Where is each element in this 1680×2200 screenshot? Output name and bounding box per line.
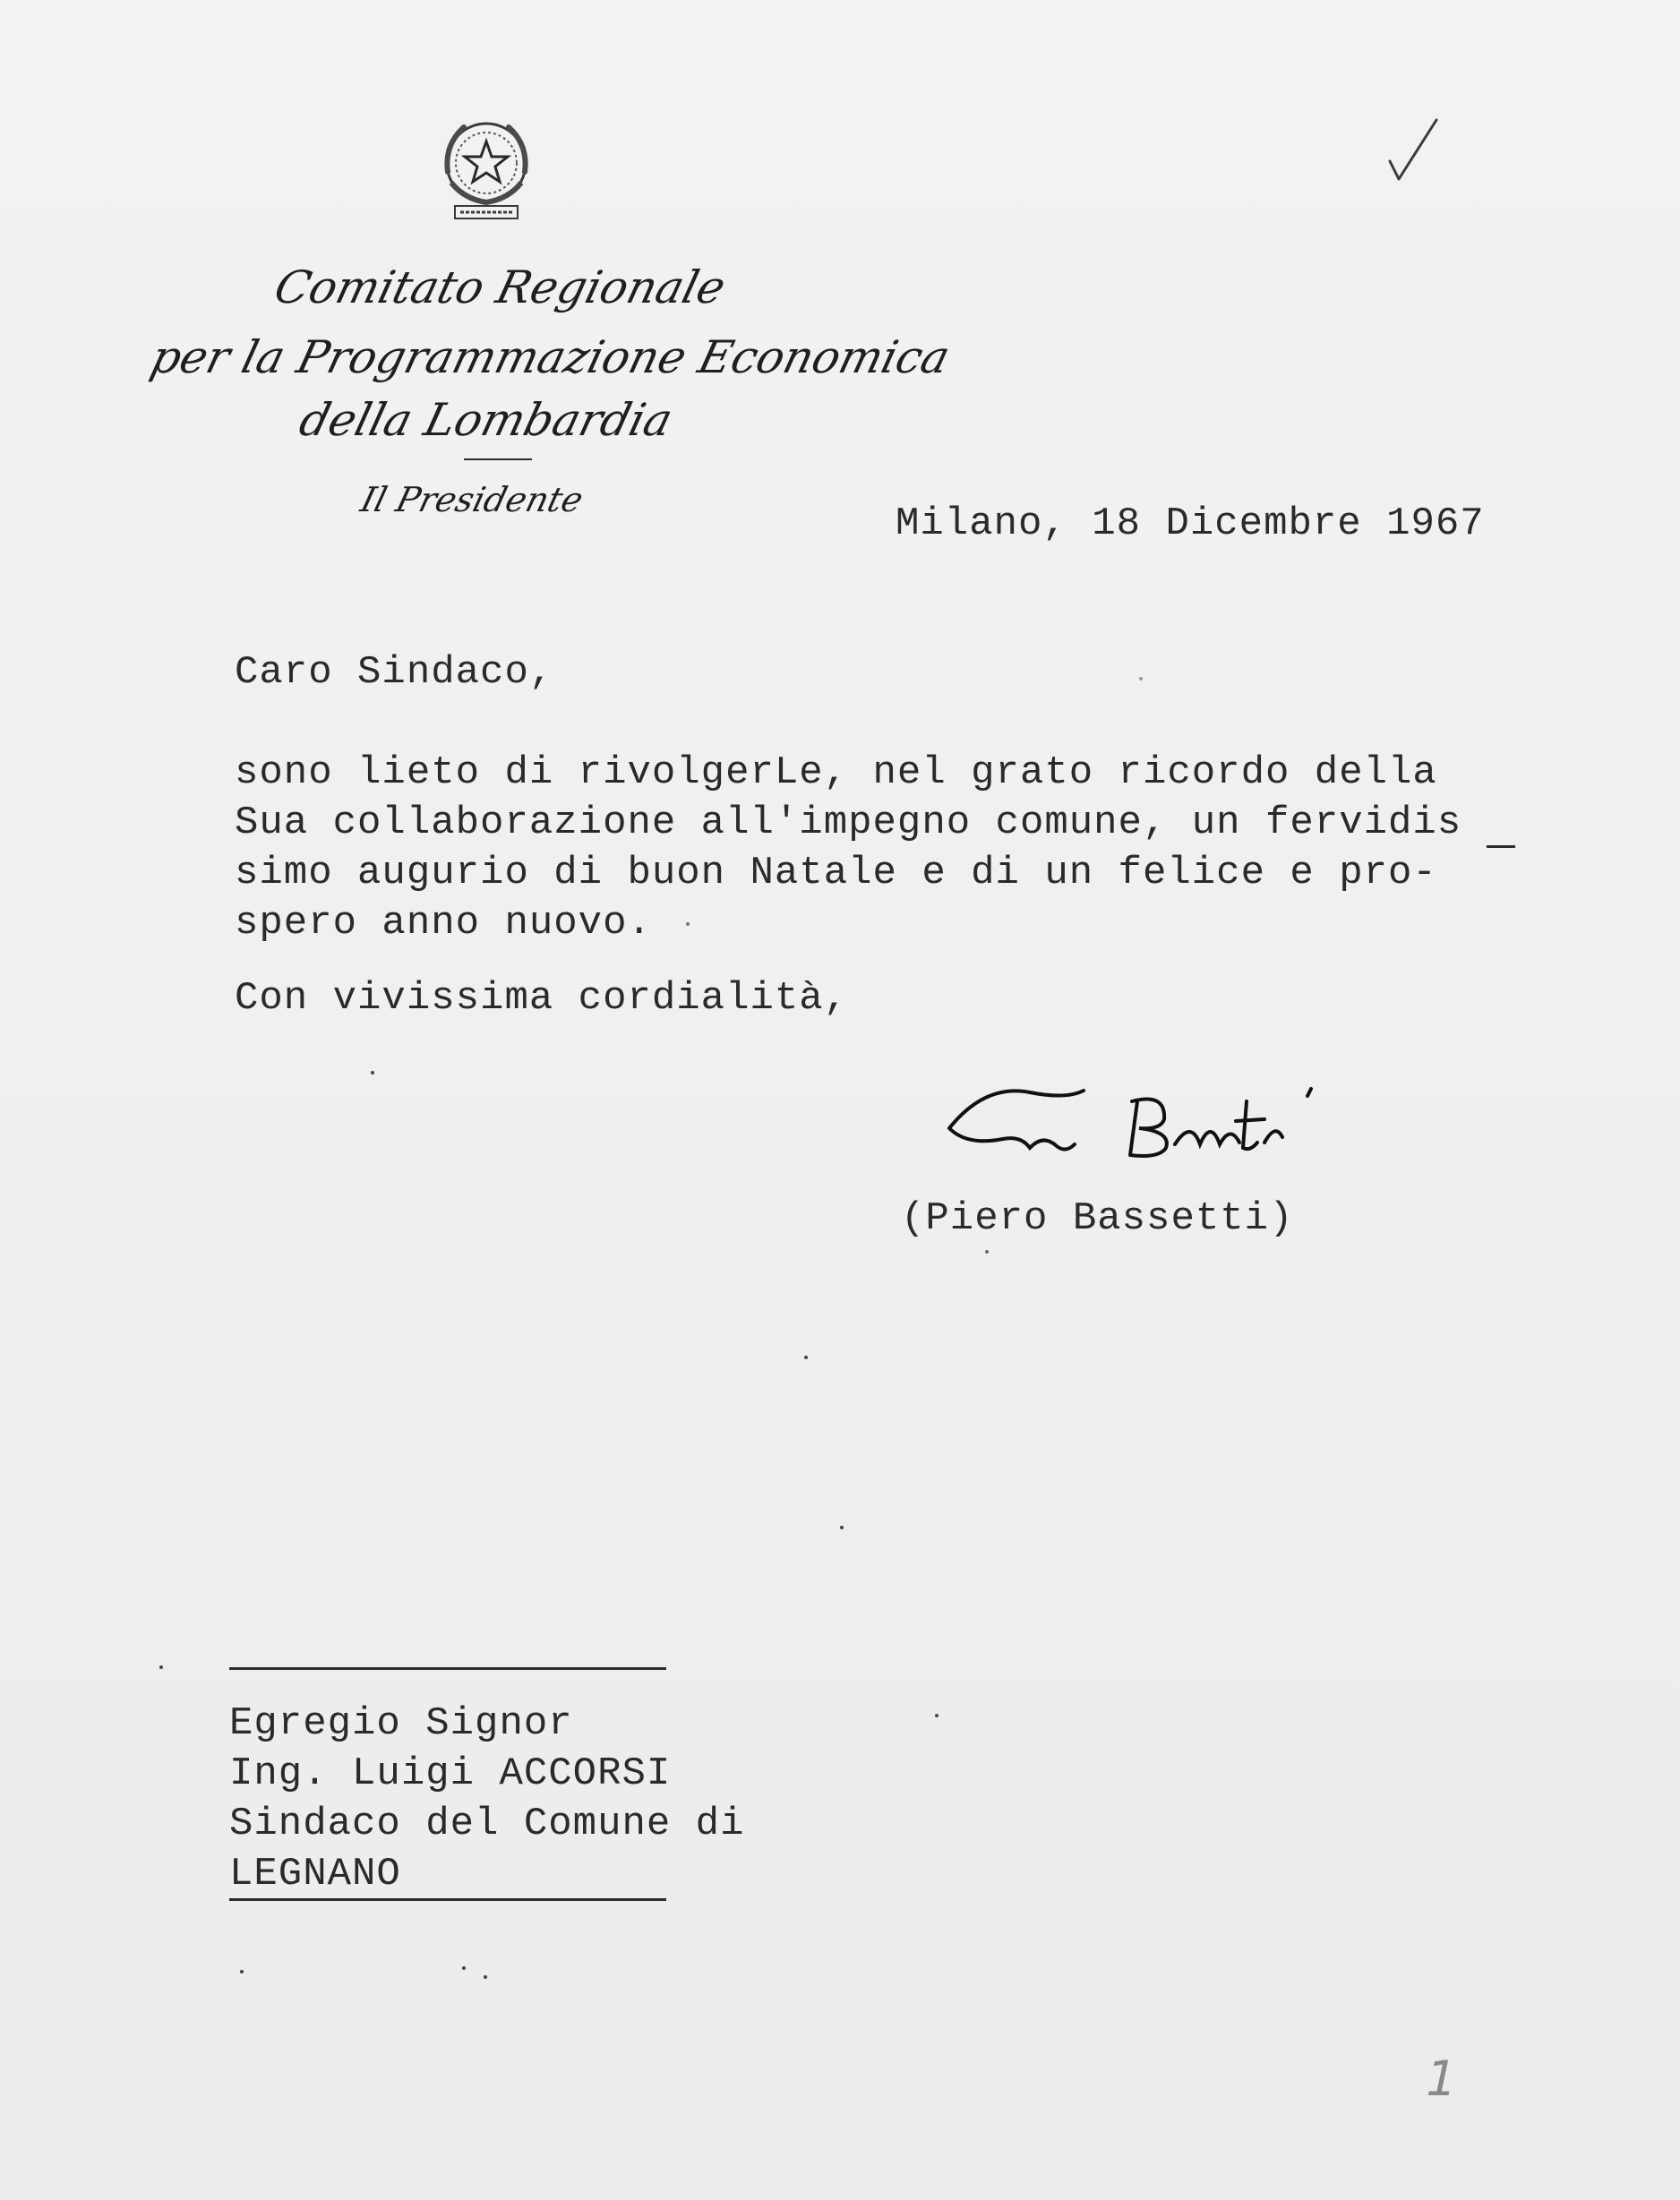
emblem-icon: [428, 109, 544, 229]
recipient-line-2: Ing. Luigi ACCORSI: [229, 1751, 672, 1796]
recipient-line-1: Egregio Signor: [229, 1701, 573, 1746]
letterhead-line-3: della Lombardia: [294, 394, 678, 446]
body-line-2: Sua collaborazione all'impegno comune, un fervidis: [235, 800, 1462, 845]
recipient-bottom-rule: [229, 1898, 666, 1901]
salutation: Caro Sindaco,: [235, 650, 554, 695]
paper-speck: [1139, 677, 1143, 681]
recipient-line-3: Sindaco del Comune di: [229, 1802, 745, 1846]
letterhead-divider: [464, 458, 532, 460]
closing: Con vivissima cordialità,: [235, 976, 849, 1021]
printed-name: (Piero Bassetti): [901, 1196, 1294, 1241]
paper-speck: [985, 1250, 989, 1254]
body-line-3: simo augurio di buon Natale e di un felice e pro-: [235, 851, 1437, 895]
paper-speck: [462, 1966, 466, 1970]
letterhead-role: Il Presidente: [356, 480, 587, 519]
check-mark-icon: [1386, 115, 1440, 186]
date-line: Milano, 18 Dicembre 1967: [896, 501, 1485, 546]
recipient-top-rule: [229, 1667, 666, 1670]
underline-mark: [1487, 845, 1515, 848]
signature-mark: [931, 1066, 1379, 1173]
paper-speck: [371, 1071, 374, 1074]
paper-speck: [686, 922, 690, 926]
paper-speck: [840, 1526, 844, 1529]
paper-speck: [240, 1970, 244, 1973]
paper-speck: [484, 1975, 487, 1979]
letterhead-line-2: per la Programmazione Economica: [145, 331, 956, 383]
page-number: 1: [1419, 2050, 1463, 2107]
letterhead-line-1: Comitato Regionale: [269, 261, 731, 313]
recipient-line-4: LEGNANO: [229, 1852, 401, 1896]
body-line-4: spero anno nuovo.: [235, 901, 652, 946]
paper-speck: [804, 1356, 808, 1359]
paper-speck: [159, 1665, 163, 1669]
paper-speck: [935, 1714, 939, 1717]
body-line-1: sono lieto di rivolgerLe, nel grato ricordo della: [235, 750, 1437, 795]
